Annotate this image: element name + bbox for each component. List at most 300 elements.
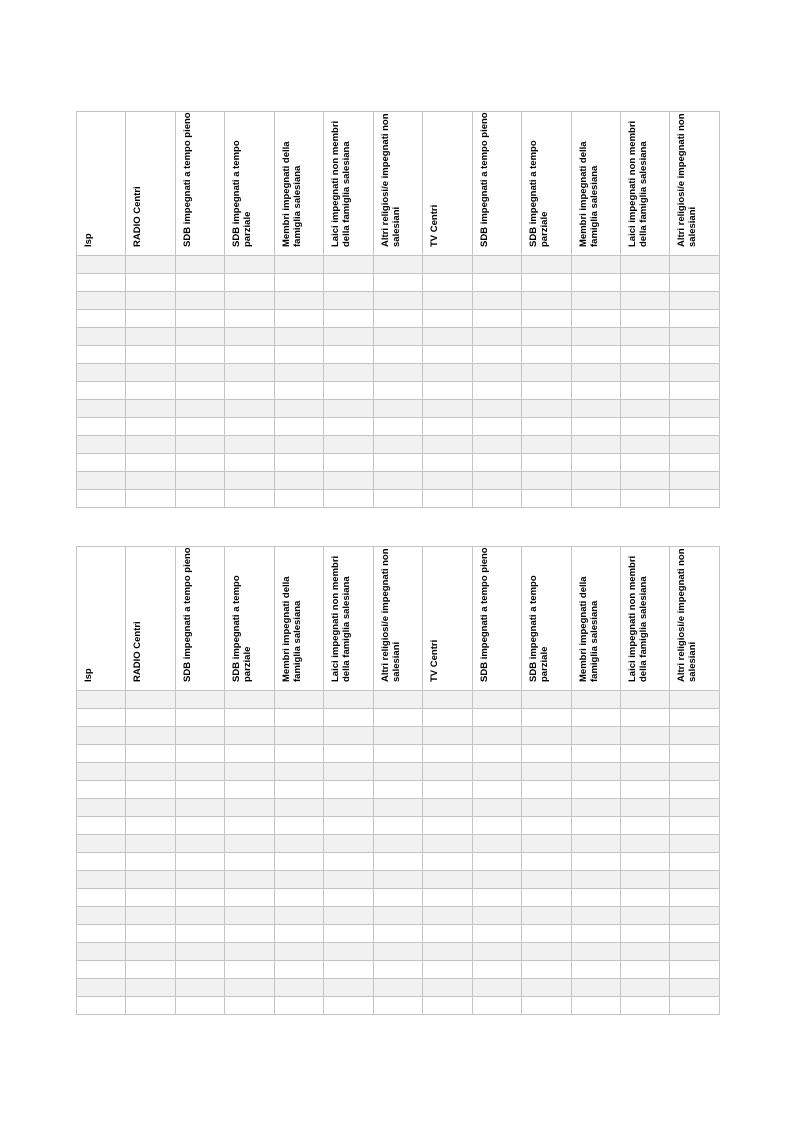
table-cell[interactable] — [522, 853, 571, 871]
table-cell[interactable] — [472, 907, 521, 925]
table-cell[interactable] — [373, 418, 422, 436]
table-cell[interactable] — [522, 889, 571, 907]
table-cell[interactable] — [373, 979, 422, 997]
table-cell[interactable] — [126, 853, 175, 871]
table-cell[interactable] — [522, 691, 571, 709]
table-cell[interactable] — [77, 346, 126, 364]
table-cell[interactable] — [324, 364, 373, 382]
table-cell[interactable] — [175, 418, 224, 436]
table-cell[interactable] — [175, 745, 224, 763]
table-cell[interactable] — [620, 310, 669, 328]
table-cell[interactable] — [324, 709, 373, 727]
table-cell[interactable] — [620, 781, 669, 799]
table-cell[interactable] — [373, 328, 422, 346]
table-cell[interactable] — [670, 472, 719, 490]
table-cell[interactable] — [472, 418, 521, 436]
table-cell[interactable] — [571, 853, 620, 871]
table-cell[interactable] — [324, 274, 373, 292]
table-cell[interactable] — [571, 436, 620, 454]
table-cell[interactable] — [274, 382, 323, 400]
table-cell[interactable] — [423, 727, 472, 745]
table-cell[interactable] — [522, 961, 571, 979]
table-cell[interactable] — [77, 328, 126, 346]
table-cell[interactable] — [373, 256, 422, 274]
table-cell[interactable] — [274, 979, 323, 997]
table-cell[interactable] — [423, 889, 472, 907]
table-cell[interactable] — [522, 292, 571, 310]
table-cell[interactable] — [472, 853, 521, 871]
table-cell[interactable] — [324, 925, 373, 943]
table-cell[interactable] — [126, 490, 175, 508]
table-cell[interactable] — [126, 472, 175, 490]
table-cell[interactable] — [620, 853, 669, 871]
table-cell[interactable] — [274, 997, 323, 1015]
table-cell[interactable] — [126, 799, 175, 817]
table-cell[interactable] — [423, 799, 472, 817]
table-cell[interactable] — [472, 727, 521, 745]
table-cell[interactable] — [620, 472, 669, 490]
table-cell[interactable] — [670, 709, 719, 727]
table-cell[interactable] — [571, 835, 620, 853]
table-cell[interactable] — [77, 418, 126, 436]
table-cell[interactable] — [126, 961, 175, 979]
table-cell[interactable] — [274, 346, 323, 364]
table-cell[interactable] — [274, 835, 323, 853]
table-cell[interactable] — [670, 799, 719, 817]
table-cell[interactable] — [522, 871, 571, 889]
table-cell[interactable] — [324, 871, 373, 889]
table-cell[interactable] — [571, 745, 620, 763]
table-cell[interactable] — [571, 292, 620, 310]
table-cell[interactable] — [126, 925, 175, 943]
table-cell[interactable] — [77, 763, 126, 781]
table-cell[interactable] — [472, 436, 521, 454]
table-cell[interactable] — [522, 709, 571, 727]
table-cell[interactable] — [670, 889, 719, 907]
table-cell[interactable] — [225, 871, 274, 889]
table-cell[interactable] — [670, 310, 719, 328]
table-cell[interactable] — [571, 979, 620, 997]
table-cell[interactable] — [423, 907, 472, 925]
table-cell[interactable] — [571, 925, 620, 943]
table-cell[interactable] — [423, 853, 472, 871]
table-cell[interactable] — [620, 709, 669, 727]
table-cell[interactable] — [225, 997, 274, 1015]
table-cell[interactable] — [670, 907, 719, 925]
table-cell[interactable] — [571, 727, 620, 745]
table-cell[interactable] — [423, 274, 472, 292]
table-cell[interactable] — [175, 472, 224, 490]
table-cell[interactable] — [472, 346, 521, 364]
table-cell[interactable] — [423, 328, 472, 346]
table-cell[interactable] — [274, 400, 323, 418]
table-cell[interactable] — [77, 490, 126, 508]
table-cell[interactable] — [522, 997, 571, 1015]
table-cell[interactable] — [77, 871, 126, 889]
table-cell[interactable] — [620, 871, 669, 889]
table-cell[interactable] — [126, 400, 175, 418]
table-cell[interactable] — [274, 310, 323, 328]
table-cell[interactable] — [571, 997, 620, 1015]
table-cell[interactable] — [225, 472, 274, 490]
table-cell[interactable] — [670, 274, 719, 292]
table-cell[interactable] — [620, 907, 669, 925]
table-cell[interactable] — [175, 382, 224, 400]
table-cell[interactable] — [571, 871, 620, 889]
table-cell[interactable] — [175, 997, 224, 1015]
table-cell[interactable] — [77, 961, 126, 979]
table-cell[interactable] — [670, 454, 719, 472]
table-cell[interactable] — [670, 346, 719, 364]
table-cell[interactable] — [225, 943, 274, 961]
table-cell[interactable] — [324, 454, 373, 472]
table-cell[interactable] — [225, 436, 274, 454]
table-cell[interactable] — [571, 454, 620, 472]
table-cell[interactable] — [324, 472, 373, 490]
table-cell[interactable] — [620, 382, 669, 400]
table-cell[interactable] — [126, 454, 175, 472]
table-cell[interactable] — [522, 763, 571, 781]
table-cell[interactable] — [423, 400, 472, 418]
table-cell[interactable] — [225, 727, 274, 745]
table-cell[interactable] — [373, 907, 422, 925]
table-cell[interactable] — [324, 382, 373, 400]
table-cell[interactable] — [571, 781, 620, 799]
table-cell[interactable] — [571, 382, 620, 400]
table-cell[interactable] — [126, 817, 175, 835]
table-cell[interactable] — [175, 925, 224, 943]
table-cell[interactable] — [472, 817, 521, 835]
table-cell[interactable] — [126, 292, 175, 310]
table-cell[interactable] — [225, 328, 274, 346]
table-cell[interactable] — [324, 781, 373, 799]
table-cell[interactable] — [175, 907, 224, 925]
table-cell[interactable] — [522, 364, 571, 382]
table-cell[interactable] — [225, 346, 274, 364]
table-cell[interactable] — [670, 853, 719, 871]
table-cell[interactable] — [324, 310, 373, 328]
table-cell[interactable] — [274, 943, 323, 961]
table-cell[interactable] — [423, 763, 472, 781]
table-cell[interactable] — [225, 454, 274, 472]
table-cell[interactable] — [77, 364, 126, 382]
table-cell[interactable] — [77, 400, 126, 418]
table-cell[interactable] — [225, 781, 274, 799]
table-cell[interactable] — [126, 781, 175, 799]
table-cell[interactable] — [225, 745, 274, 763]
table-cell[interactable] — [670, 256, 719, 274]
table-cell[interactable] — [324, 346, 373, 364]
table-cell[interactable] — [472, 799, 521, 817]
table-cell[interactable] — [274, 292, 323, 310]
table-cell[interactable] — [670, 328, 719, 346]
table-cell[interactable] — [175, 943, 224, 961]
table-cell[interactable] — [571, 256, 620, 274]
table-cell[interactable] — [175, 961, 224, 979]
table-cell[interactable] — [324, 490, 373, 508]
table-cell[interactable] — [175, 490, 224, 508]
table-cell[interactable] — [472, 781, 521, 799]
table-cell[interactable] — [620, 997, 669, 1015]
table-cell[interactable] — [77, 310, 126, 328]
table-cell[interactable] — [175, 727, 224, 745]
table-cell[interactable] — [274, 709, 323, 727]
table-cell[interactable] — [175, 781, 224, 799]
table-cell[interactable] — [522, 418, 571, 436]
table-cell[interactable] — [77, 997, 126, 1015]
table-cell[interactable] — [225, 979, 274, 997]
table-cell[interactable] — [324, 979, 373, 997]
table-cell[interactable] — [274, 490, 323, 508]
table-cell[interactable] — [274, 256, 323, 274]
table-cell[interactable] — [225, 274, 274, 292]
table-cell[interactable] — [77, 709, 126, 727]
table-cell[interactable] — [225, 490, 274, 508]
table-cell[interactable] — [126, 907, 175, 925]
table-cell[interactable] — [175, 979, 224, 997]
table-cell[interactable] — [175, 400, 224, 418]
table-cell[interactable] — [126, 997, 175, 1015]
table-cell[interactable] — [373, 853, 422, 871]
table-cell[interactable] — [175, 274, 224, 292]
table-cell[interactable] — [373, 763, 422, 781]
table-cell[interactable] — [77, 817, 126, 835]
table-cell[interactable] — [274, 799, 323, 817]
table-cell[interactable] — [373, 274, 422, 292]
table-cell[interactable] — [373, 871, 422, 889]
table-cell[interactable] — [472, 709, 521, 727]
table-cell[interactable] — [373, 889, 422, 907]
table-cell[interactable] — [373, 835, 422, 853]
table-cell[interactable] — [472, 925, 521, 943]
table-cell[interactable] — [373, 382, 422, 400]
table-cell[interactable] — [373, 799, 422, 817]
table-cell[interactable] — [522, 382, 571, 400]
table-cell[interactable] — [175, 709, 224, 727]
table-cell[interactable] — [274, 328, 323, 346]
table-cell[interactable] — [225, 763, 274, 781]
table-cell[interactable] — [373, 436, 422, 454]
table-cell[interactable] — [225, 961, 274, 979]
table-cell[interactable] — [472, 382, 521, 400]
table-cell[interactable] — [571, 472, 620, 490]
table-cell[interactable] — [274, 727, 323, 745]
table-cell[interactable] — [423, 979, 472, 997]
table-cell[interactable] — [225, 835, 274, 853]
table-cell[interactable] — [225, 364, 274, 382]
table-cell[interactable] — [670, 364, 719, 382]
table-cell[interactable] — [571, 817, 620, 835]
table-cell[interactable] — [274, 454, 323, 472]
table-cell[interactable] — [423, 454, 472, 472]
table-cell[interactable] — [77, 727, 126, 745]
table-cell[interactable] — [571, 490, 620, 508]
table-cell[interactable] — [472, 763, 521, 781]
table-cell[interactable] — [522, 835, 571, 853]
table-cell[interactable] — [274, 853, 323, 871]
table-cell[interactable] — [373, 310, 422, 328]
table-cell[interactable] — [324, 889, 373, 907]
table-cell[interactable] — [472, 943, 521, 961]
table-cell[interactable] — [620, 745, 669, 763]
table-cell[interactable] — [620, 961, 669, 979]
table-cell[interactable] — [472, 691, 521, 709]
table-cell[interactable] — [126, 274, 175, 292]
table-cell[interactable] — [522, 256, 571, 274]
table-cell[interactable] — [522, 727, 571, 745]
table-cell[interactable] — [620, 274, 669, 292]
table-cell[interactable] — [670, 400, 719, 418]
table-cell[interactable] — [373, 997, 422, 1015]
table-cell[interactable] — [423, 709, 472, 727]
table-cell[interactable] — [126, 745, 175, 763]
table-cell[interactable] — [77, 274, 126, 292]
table-cell[interactable] — [324, 799, 373, 817]
table-cell[interactable] — [274, 418, 323, 436]
table-cell[interactable] — [225, 310, 274, 328]
table-cell[interactable] — [175, 454, 224, 472]
table-cell[interactable] — [522, 274, 571, 292]
table-cell[interactable] — [373, 781, 422, 799]
table-cell[interactable] — [571, 364, 620, 382]
table-cell[interactable] — [620, 835, 669, 853]
table-cell[interactable] — [77, 472, 126, 490]
table-cell[interactable] — [670, 979, 719, 997]
table-cell[interactable] — [571, 274, 620, 292]
table-cell[interactable] — [423, 490, 472, 508]
table-cell[interactable] — [175, 889, 224, 907]
table-cell[interactable] — [522, 817, 571, 835]
table-cell[interactable] — [472, 256, 521, 274]
table-cell[interactable] — [522, 346, 571, 364]
table-cell[interactable] — [175, 256, 224, 274]
table-cell[interactable] — [620, 292, 669, 310]
table-cell[interactable] — [571, 346, 620, 364]
table-cell[interactable] — [620, 943, 669, 961]
table-cell[interactable] — [126, 691, 175, 709]
table-cell[interactable] — [175, 763, 224, 781]
table-cell[interactable] — [472, 997, 521, 1015]
table-cell[interactable] — [620, 436, 669, 454]
table-cell[interactable] — [620, 727, 669, 745]
table-cell[interactable] — [77, 691, 126, 709]
table-cell[interactable] — [126, 889, 175, 907]
table-cell[interactable] — [620, 763, 669, 781]
table-cell[interactable] — [423, 817, 472, 835]
table-cell[interactable] — [225, 799, 274, 817]
table-cell[interactable] — [670, 763, 719, 781]
table-cell[interactable] — [225, 256, 274, 274]
table-cell[interactable] — [373, 400, 422, 418]
table-cell[interactable] — [126, 436, 175, 454]
table-cell[interactable] — [423, 256, 472, 274]
table-cell[interactable] — [522, 943, 571, 961]
table-cell[interactable] — [373, 472, 422, 490]
table-cell[interactable] — [472, 364, 521, 382]
table-cell[interactable] — [522, 328, 571, 346]
table-cell[interactable] — [77, 382, 126, 400]
table-cell[interactable] — [373, 490, 422, 508]
table-cell[interactable] — [620, 346, 669, 364]
table-cell[interactable] — [620, 889, 669, 907]
table-cell[interactable] — [423, 781, 472, 799]
table-cell[interactable] — [175, 871, 224, 889]
table-cell[interactable] — [274, 763, 323, 781]
table-cell[interactable] — [670, 961, 719, 979]
table-cell[interactable] — [77, 454, 126, 472]
table-cell[interactable] — [126, 364, 175, 382]
table-cell[interactable] — [126, 256, 175, 274]
table-cell[interactable] — [571, 400, 620, 418]
table-cell[interactable] — [126, 835, 175, 853]
table-cell[interactable] — [620, 979, 669, 997]
table-cell[interactable] — [175, 328, 224, 346]
table-cell[interactable] — [571, 799, 620, 817]
table-cell[interactable] — [126, 763, 175, 781]
table-cell[interactable] — [77, 799, 126, 817]
table-cell[interactable] — [571, 310, 620, 328]
table-cell[interactable] — [126, 418, 175, 436]
table-cell[interactable] — [472, 745, 521, 763]
table-cell[interactable] — [175, 310, 224, 328]
table-cell[interactable] — [522, 400, 571, 418]
table-cell[interactable] — [225, 889, 274, 907]
table-cell[interactable] — [571, 691, 620, 709]
table-cell[interactable] — [324, 436, 373, 454]
table-cell[interactable] — [324, 997, 373, 1015]
table-cell[interactable] — [274, 472, 323, 490]
table-cell[interactable] — [670, 871, 719, 889]
table-cell[interactable] — [472, 292, 521, 310]
table-cell[interactable] — [77, 745, 126, 763]
table-cell[interactable] — [175, 292, 224, 310]
table-cell[interactable] — [670, 781, 719, 799]
table-cell[interactable] — [522, 799, 571, 817]
table-cell[interactable] — [670, 418, 719, 436]
table-cell[interactable] — [522, 925, 571, 943]
table-cell[interactable] — [324, 961, 373, 979]
table-cell[interactable] — [472, 979, 521, 997]
table-cell[interactable] — [670, 292, 719, 310]
table-cell[interactable] — [472, 310, 521, 328]
table-cell[interactable] — [571, 328, 620, 346]
table-cell[interactable] — [324, 256, 373, 274]
table-cell[interactable] — [175, 364, 224, 382]
table-cell[interactable] — [522, 781, 571, 799]
table-cell[interactable] — [620, 799, 669, 817]
table-cell[interactable] — [571, 763, 620, 781]
table-cell[interactable] — [620, 328, 669, 346]
table-cell[interactable] — [373, 292, 422, 310]
table-cell[interactable] — [620, 418, 669, 436]
table-cell[interactable] — [77, 907, 126, 925]
table-cell[interactable] — [225, 382, 274, 400]
table-cell[interactable] — [670, 835, 719, 853]
table-cell[interactable] — [472, 490, 521, 508]
table-cell[interactable] — [77, 436, 126, 454]
table-cell[interactable] — [670, 691, 719, 709]
table-cell[interactable] — [423, 961, 472, 979]
table-cell[interactable] — [522, 979, 571, 997]
table-cell[interactable] — [423, 346, 472, 364]
table-cell[interactable] — [274, 889, 323, 907]
table-cell[interactable] — [472, 835, 521, 853]
table-cell[interactable] — [77, 889, 126, 907]
table-cell[interactable] — [175, 346, 224, 364]
table-cell[interactable] — [620, 490, 669, 508]
table-cell[interactable] — [373, 961, 422, 979]
table-cell[interactable] — [126, 328, 175, 346]
